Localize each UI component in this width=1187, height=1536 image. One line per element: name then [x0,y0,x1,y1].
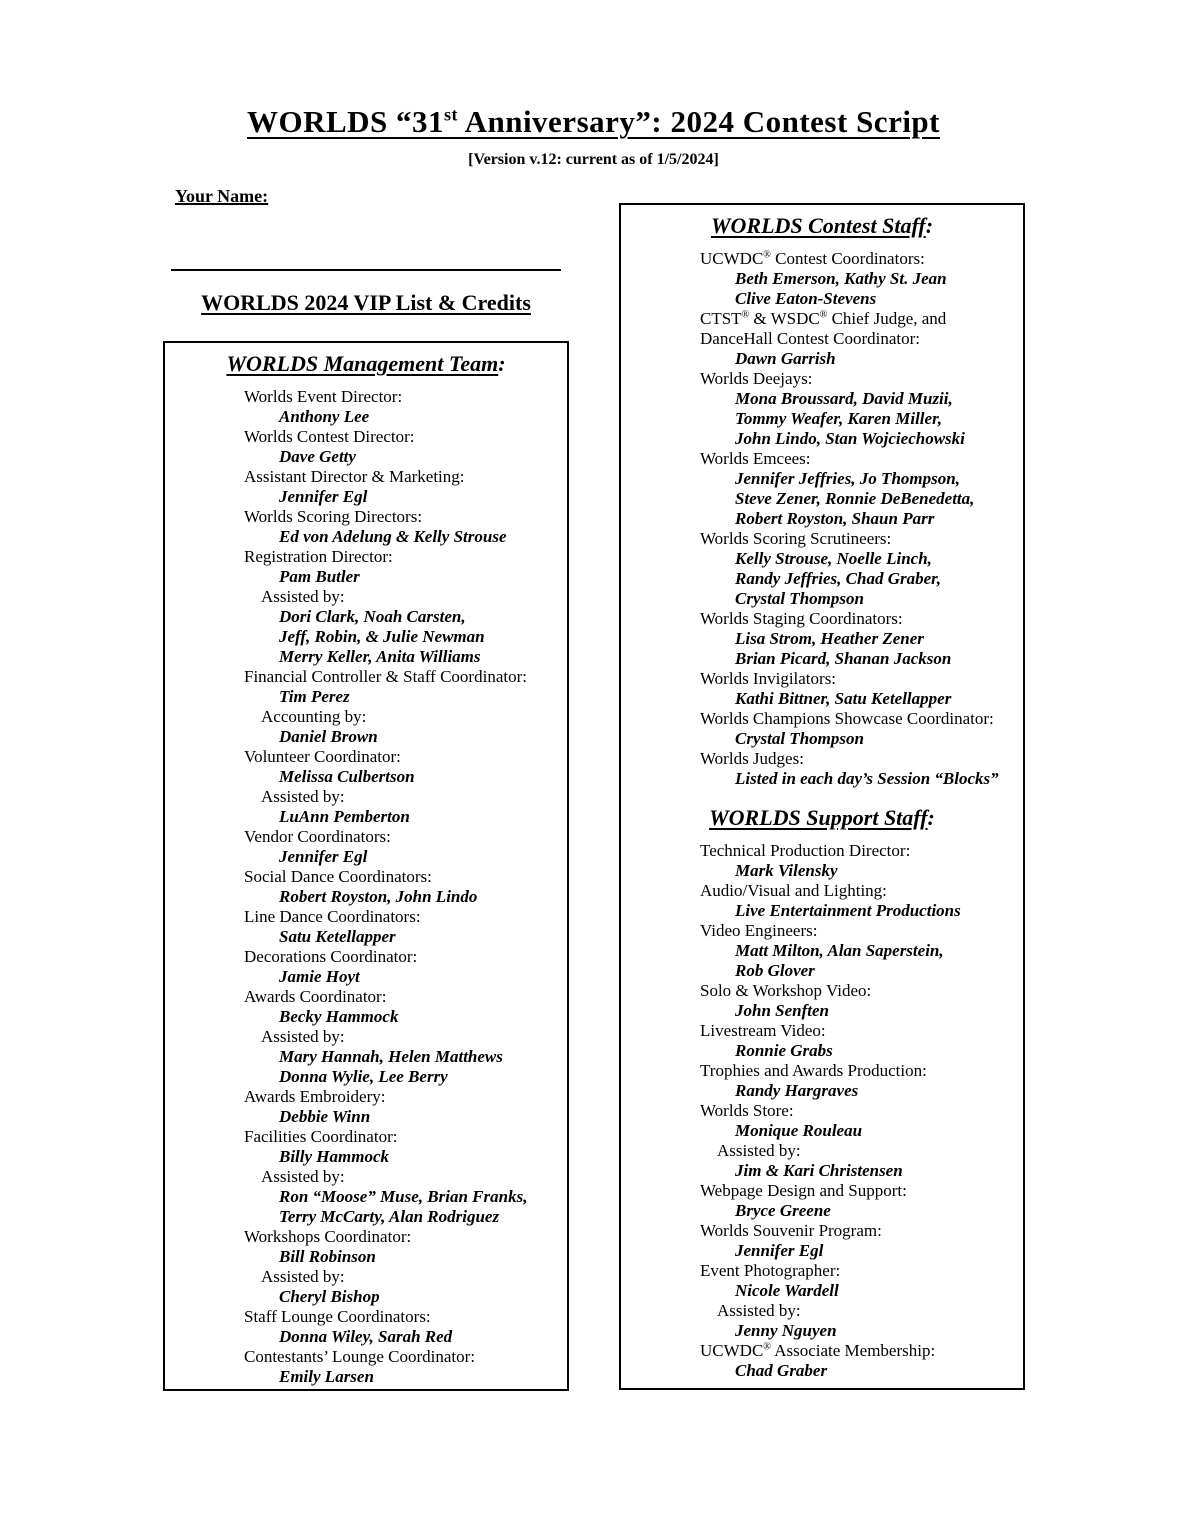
vip-list-title: WORLDS 2024 VIP List & Credits [201,290,531,315]
management-team-box [163,341,569,1391]
credit-role: Registration Director: [244,547,393,566]
credit-role: Awards Coordinator: [244,987,387,1006]
credit-role: Workshops Coordinator: [244,1227,412,1246]
credit-name: Jeff, Robin, & Julie Newman [279,627,485,646]
management-team-heading-colon: : [498,351,506,376]
credit-name: Monique Rouleau [735,1121,863,1140]
credit-name: Jamie Hoyt [279,967,360,986]
credit-name: Jennifer Jeffries, Jo Thompson, [735,469,960,488]
page-title-text-end: Anniversary”: 2024 Contest Script [458,104,941,139]
credit-name: Ronnie Grabs [735,1041,833,1060]
management-team-heading-text: WORLDS Management Team [226,351,499,376]
credit-name: Dori Clark, Noah Carsten, [279,607,466,626]
credit-role: Worlds Champions Showcase Coordinator: [700,709,994,728]
credit-name: Dawn Garrish [735,349,836,368]
credit-role: Livestream Video: [700,1021,826,1040]
credit-name: Terry McCarty, Alan Rodriguez [279,1207,500,1226]
credit-name: Emily Larsen [279,1367,374,1386]
credit-role: Audio/Visual and Lighting: [700,881,887,900]
credit-name: Melissa Culbertson [279,767,415,786]
credit-name: Tim Perez [279,687,350,706]
credit-role: Worlds Scoring Scrutineers: [700,529,892,548]
management-team-list [165,387,567,1387]
credit-role: Worlds Store: [700,1101,794,1120]
credit-role: Financial Controller & Staff Coordinator: [244,667,527,686]
credit-role: Line Dance Coordinators: [244,907,421,926]
credit-name: Daniel Brown [279,727,378,746]
support-staff-heading [621,805,1023,831]
credit-name: Matt Milton, Alan Saperstein, [735,941,944,960]
credit-name: Mona Broussard, David Muzii, [735,389,953,408]
credit-role: Awards Embroidery: [244,1087,386,1106]
credit-name: Jennifer Egl [279,847,368,866]
divider-line [171,269,561,271]
credit-name: Donna Wiley, Sarah Red [279,1327,453,1346]
credit-role: Assistant Director & Marketing: [244,467,465,486]
credit-name: Ed von Adelung & Kelly Strouse [279,527,507,546]
credit-role: UCWDC® Associate Membership: [700,1341,936,1360]
credit-name: Jennifer Egl [735,1241,824,1260]
credit-role: Webpage Design and Support: [700,1181,907,1200]
credit-name: John Senften [735,1001,829,1020]
credit-name: Tommy Weafer, Karen Miller, [735,409,943,428]
credit-name: Debbie Winn [279,1107,371,1126]
credit-role: Facilities Coordinator: [244,1127,398,1146]
credit-assist-label: Assisted by: [717,1141,801,1160]
credit-name: Nicole Wardell [735,1281,839,1300]
credit-name: Donna Wylie, Lee Berry [279,1067,448,1086]
credit-name: LuAnn Pemberton [279,807,410,826]
credit-name: Billy Hammock [279,1147,390,1166]
credit-role: CTST® & WSDC® Chief Judge, and [700,309,947,328]
credit-name: John Lindo, Stan Wojciechowski [735,429,965,448]
credit-name: Mary Hannah, Helen Matthews [279,1047,503,1066]
your-name-label: Your Name: [175,186,269,206]
credit-name: Satu Ketellapper [279,927,396,946]
credit-assist-label: Assisted by: [261,1027,345,1046]
staff-box [619,203,1025,1390]
credit-assist-label: Assisted by: [261,587,345,606]
credit-role: Worlds Scoring Directors: [244,507,423,526]
credit-role: Worlds Contest Director: [244,427,415,446]
credit-role: Worlds Emcees: [700,449,811,468]
credit-name: Listed in each day’s Session “Blocks” [735,769,999,788]
credit-name: Lisa Strom, Heather Zener [735,629,924,648]
contest-staff-heading-text: WORLDS Contest Staff [710,213,926,238]
credit-name: Kathi Bittner, Satu Ketellapper [735,689,952,708]
credit-assist-label: Accounting by: [261,707,367,726]
credit-role: Worlds Staging Coordinators: [700,609,903,628]
registered-trademark-symbol: ® [763,1341,771,1353]
credit-name: Jim & Kari Christensen [735,1161,903,1180]
credit-role: Staff Lounge Coordinators: [244,1307,431,1326]
registered-trademark-symbol: ® [819,309,828,321]
contest-staff-list [621,249,1023,789]
credit-assist-label: Assisted by: [261,787,345,806]
credit-role: Worlds Souvenir Program: [700,1221,882,1240]
management-team-heading [165,351,567,377]
credit-name: Randy Jeffries, Chad Graber, [735,569,942,588]
credit-assist-label: Assisted by: [261,1267,345,1286]
credit-assist-label: Assisted by: [717,1301,801,1320]
credit-role: Technical Production Director: [700,841,911,860]
credit-name: Bryce Greene [735,1201,831,1220]
credit-role: DanceHall Contest Coordinator: [700,329,921,348]
support-staff-list [621,841,1023,1381]
credit-role: Trophies and Awards Production: [700,1061,927,1080]
credit-role: Vendor Coordinators: [244,827,391,846]
credit-name: Ron “Moose” Muse, Brian Franks, [279,1187,528,1206]
page-title-superscript: st [444,104,459,125]
credit-role: UCWDC® Contest Coordinators: [700,249,925,268]
support-staff-heading-text: WORLDS Support Staff [709,805,928,830]
credit-name: Mark Vilensky [735,861,838,880]
credit-name: Cheryl Bishop [279,1287,380,1306]
credit-name: Beth Emerson, Kathy St. Jean [735,269,947,288]
contest-staff-heading [621,213,1023,239]
credit-name: Pam Butler [279,567,360,586]
credit-name: Kelly Strouse, Noelle Linch, [735,549,932,568]
credit-name: Crystal Thompson [735,729,864,748]
credit-name: Crystal Thompson [735,589,864,608]
credit-name: Live Entertainment Productions [735,901,961,920]
page-title-text: WORLDS “31 [246,104,445,139]
credit-assist-label: Assisted by: [261,1167,345,1186]
credit-role: Solo & Workshop Video: [700,981,872,1000]
credit-role: Volunteer Coordinator: [244,747,401,766]
credit-name: Randy Hargraves [735,1081,859,1100]
credit-role: Contestants’ Lounge Coordinator: [244,1347,476,1366]
support-staff-heading-colon: : [927,805,935,830]
credit-name: Jennifer Egl [279,487,368,506]
registered-trademark-symbol: ® [763,249,771,261]
contest-staff-heading-colon: : [925,213,934,238]
credit-name: Robert Royston, Shaun Parr [735,509,935,528]
credit-name: Clive Eaton-Stevens [735,289,877,308]
credit-name: Steve Zener, Ronnie DeBenedetta, [735,489,975,508]
credit-role: Video Engineers: [700,921,818,940]
credit-role: Worlds Judges: [700,749,804,768]
credit-name: Bill Robinson [279,1247,376,1266]
credit-role: Decorations Coordinator: [244,947,418,966]
page-title [0,104,1187,140]
credit-role: Worlds Deejays: [700,369,813,388]
credit-role: Worlds Event Director: [244,387,403,406]
credit-name: Chad Graber [735,1361,828,1380]
credit-name: Brian Picard, Shanan Jackson [735,649,952,668]
credit-role: Worlds Invigilators: [700,669,837,688]
registered-trademark-symbol: ® [741,309,750,321]
credit-name: Anthony Lee [279,407,370,426]
credit-name: Becky Hammock [279,1007,399,1026]
credit-name: Robert Royston, John Lindo [279,887,478,906]
credit-name: Merry Keller, Anita Williams [279,647,481,666]
credit-role: Social Dance Coordinators: [244,867,432,886]
credit-name: Rob Glover [735,961,815,980]
credit-role: Event Photographer: [700,1261,841,1280]
credit-name: Dave Getty [279,447,356,466]
credit-name: Jenny Nguyen [735,1321,837,1340]
version-note: [Version v.12: current as of 1/5/2024] [468,151,719,168]
